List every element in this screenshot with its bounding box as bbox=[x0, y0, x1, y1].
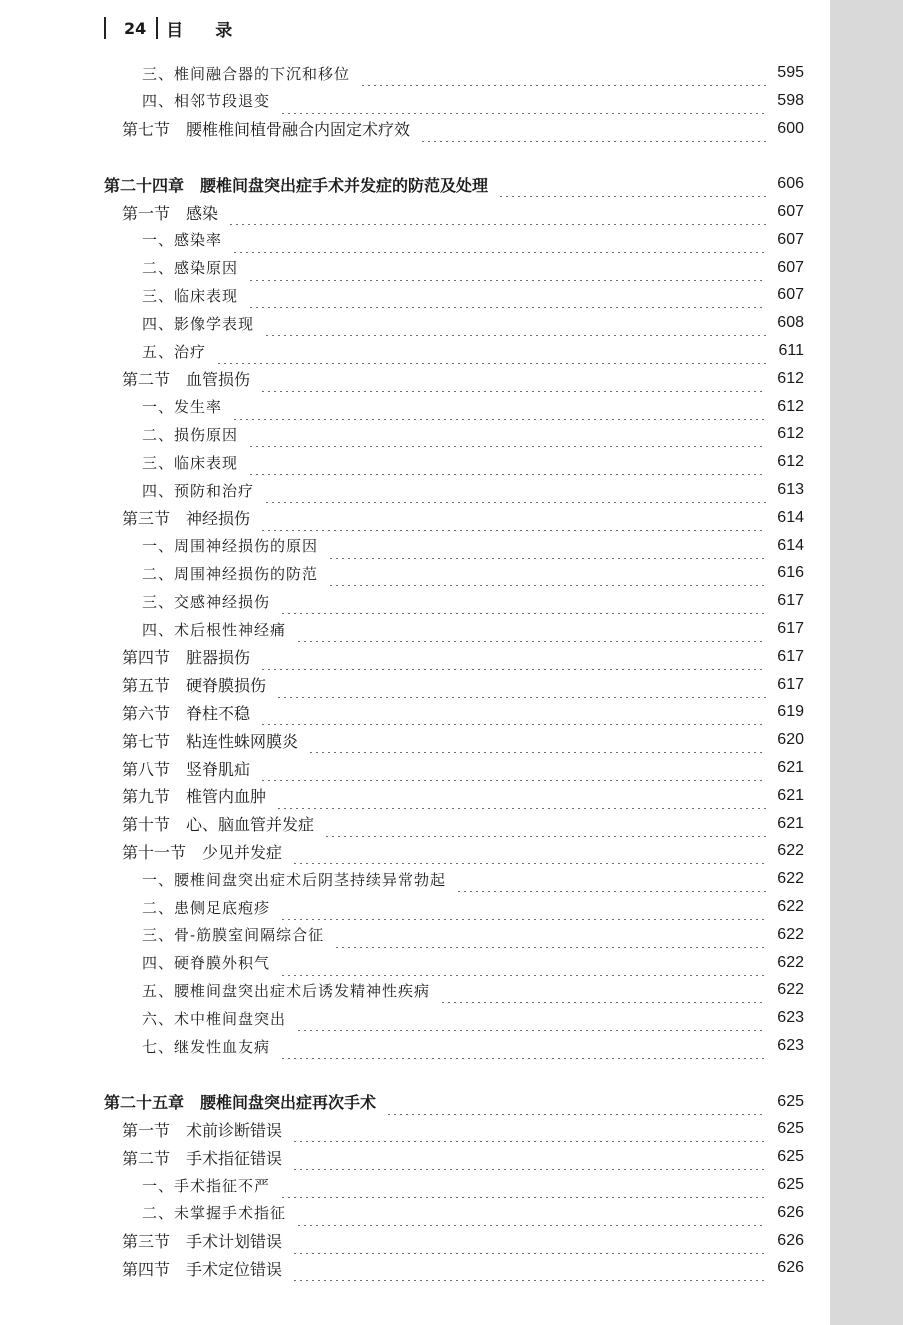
toc-entry-label: 四、影像学表现 bbox=[142, 314, 255, 333]
toc-subentry bbox=[142, 1005, 804, 1031]
dot-leader bbox=[260, 644, 766, 670]
toc-entry-page-number: 617 bbox=[777, 620, 804, 637]
dot-leader bbox=[276, 783, 766, 809]
toc-entry-page-number: 622 bbox=[777, 925, 804, 943]
toc-entry-label: 第二节 血管损伤 bbox=[122, 370, 251, 390]
toc-section-entry bbox=[122, 755, 804, 781]
dot-leader bbox=[292, 1255, 766, 1281]
dot-leader bbox=[386, 1089, 766, 1115]
toc-entry-page-number: 625 bbox=[777, 1148, 804, 1166]
toc-subentry bbox=[142, 588, 804, 614]
toc-subentry bbox=[142, 1200, 804, 1226]
toc-entry-page-number: 617 bbox=[777, 647, 804, 665]
toc-entry-label: 一、周围神经损伤的原因 bbox=[142, 537, 319, 556]
toc-section-entry bbox=[122, 644, 804, 670]
toc-section-entry bbox=[122, 199, 804, 225]
toc-entry-page-number: 607 bbox=[777, 230, 804, 248]
dot-leader bbox=[264, 310, 766, 336]
toc-entry-page-number: 611 bbox=[778, 342, 804, 359]
toc-subentry bbox=[142, 394, 804, 420]
toc-entry-page-number: 621 bbox=[777, 814, 804, 832]
toc-entry-page-number: 626 bbox=[777, 1231, 804, 1249]
toc-section-entry bbox=[122, 811, 804, 837]
toc-entry-label: 一、腰椎间盘突出症术后阴茎持续异常勃起 bbox=[142, 870, 447, 889]
toc-subentry bbox=[142, 60, 804, 86]
toc-entry-label: 第四节 手术定位错误 bbox=[122, 1259, 283, 1279]
toc-entry-label: 第二十四章 腰椎间盘突出症手术并发症的防范及处理 bbox=[104, 175, 489, 195]
toc-entry-page-number: 621 bbox=[777, 759, 804, 776]
toc-subentry bbox=[142, 922, 804, 948]
toc-entry-page-number: 625 bbox=[777, 1092, 804, 1110]
toc-subentry bbox=[142, 282, 804, 308]
toc-entry-label: 三、临床表现 bbox=[142, 286, 239, 305]
toc-entry-page-number: 623 bbox=[777, 1009, 804, 1027]
toc-subentry bbox=[142, 477, 804, 503]
toc-chapter-entry bbox=[104, 171, 804, 197]
toc-entry-label: 第三节 手术计划错误 bbox=[122, 1232, 283, 1252]
toc-entry-page-number: 607 bbox=[777, 286, 804, 304]
toc-subentry bbox=[142, 255, 804, 281]
toc-entry-label: 六、术中椎间盘突出 bbox=[142, 1009, 287, 1028]
toc-entry-page-number: 612 bbox=[777, 397, 804, 415]
header-divider bbox=[156, 17, 158, 39]
toc-entry-label: 二、感染原因 bbox=[142, 259, 239, 278]
dot-leader bbox=[280, 88, 766, 114]
toc-entry-label: 三、椎间融合器的下沉和移位 bbox=[142, 64, 351, 83]
dot-leader bbox=[260, 505, 766, 531]
toc-entry-label: 一、发生率 bbox=[142, 398, 223, 417]
toc-entry-label: 第七节 粘连性蛛网膜炎 bbox=[122, 731, 299, 751]
dot-leader bbox=[296, 616, 766, 642]
toc-entry-page-number: 612 bbox=[777, 369, 804, 387]
toc-entry-page-number: 600 bbox=[777, 119, 804, 137]
toc-entry-label: 三、临床表现 bbox=[142, 453, 239, 472]
toc-section-entry bbox=[122, 1144, 804, 1170]
toc-entry-label: 第六节 脊柱不稳 bbox=[122, 703, 251, 723]
toc-subentry bbox=[142, 1172, 804, 1198]
toc-entry-page-number: 622 bbox=[777, 898, 804, 915]
toc-entry-label: 第一节 感染 bbox=[122, 203, 219, 223]
dot-leader bbox=[232, 227, 766, 253]
toc-entry-page-number: 612 bbox=[777, 453, 804, 471]
toc-entry-page-number: 607 bbox=[777, 258, 804, 276]
toc-entry-page-number: 623 bbox=[777, 1037, 804, 1054]
toc-subentry bbox=[142, 533, 804, 559]
toc-subentry bbox=[142, 616, 804, 642]
header-divider bbox=[104, 17, 106, 39]
toc-entry-label: 四、硬脊膜外积气 bbox=[142, 954, 271, 973]
toc-entry-label: 第七节 腰椎椎间植骨融合内固定术疗效 bbox=[122, 120, 411, 140]
page-title: 目录 bbox=[166, 20, 265, 41]
toc-entry-label: 四、预防和治疗 bbox=[142, 481, 255, 500]
dot-leader bbox=[260, 366, 766, 392]
toc-entry-label: 第八节 竖脊肌疝 bbox=[122, 759, 251, 779]
dot-leader bbox=[280, 1033, 766, 1059]
toc-entry-label: 三、骨-筋膜室间隔综合征 bbox=[142, 926, 325, 945]
dot-leader bbox=[292, 1228, 766, 1254]
dot-leader bbox=[456, 866, 766, 892]
toc-entry-page-number: 625 bbox=[777, 1176, 804, 1193]
toc-entry-label: 第一节 术前诊断错误 bbox=[122, 1120, 283, 1140]
toc-section-entry bbox=[122, 727, 804, 753]
toc-entry-label: 第二十五章 腰椎间盘突出症再次手术 bbox=[104, 1093, 377, 1113]
toc-entry-label: 五、腰椎间盘突出症术后诱发精神性疾病 bbox=[142, 981, 431, 1000]
toc-subentry bbox=[142, 310, 804, 336]
toc-subentry bbox=[142, 1033, 804, 1059]
toc-entry-page-number: 607 bbox=[777, 203, 804, 220]
toc-subentry bbox=[142, 950, 804, 976]
toc-entry-page-number: 626 bbox=[777, 1259, 804, 1277]
toc-section-entry bbox=[122, 699, 804, 725]
dot-leader bbox=[360, 60, 766, 86]
dot-leader bbox=[248, 255, 766, 281]
toc-entry-page-number: 606 bbox=[777, 175, 804, 193]
toc-entry-page-number: 614 bbox=[777, 508, 804, 526]
toc-section-entry bbox=[122, 1228, 804, 1254]
toc-chapter-entry bbox=[104, 1089, 804, 1115]
toc-entry-label: 七、继发性血友病 bbox=[142, 1037, 271, 1056]
toc-entry-page-number: 622 bbox=[777, 870, 804, 888]
toc-entry-label: 第九节 椎管内血肿 bbox=[122, 787, 267, 807]
toc-entry-page-number: 619 bbox=[777, 703, 804, 721]
dot-leader bbox=[260, 699, 766, 725]
toc-entry-page-number: 621 bbox=[777, 786, 804, 804]
toc-section-entry bbox=[122, 366, 804, 392]
toc-entry-page-number: 608 bbox=[777, 314, 804, 332]
dot-leader bbox=[280, 1172, 766, 1198]
toc-entry-page-number: 617 bbox=[777, 675, 804, 693]
toc-subentry bbox=[142, 560, 804, 586]
dot-leader bbox=[228, 199, 766, 225]
toc-entry-label: 第二节 手术指征错误 bbox=[122, 1148, 283, 1168]
dot-leader bbox=[276, 672, 766, 698]
toc-entry-label: 一、感染率 bbox=[142, 231, 223, 250]
dot-leader bbox=[324, 811, 766, 837]
dot-leader bbox=[328, 533, 766, 559]
toc-subentry bbox=[142, 338, 804, 364]
toc-entry-page-number: 612 bbox=[777, 425, 804, 443]
dot-leader bbox=[264, 477, 766, 503]
dot-leader bbox=[328, 560, 766, 586]
page-number: 24 bbox=[124, 18, 147, 38]
toc-entry-label: 第十一节 少见并发症 bbox=[122, 842, 283, 862]
dot-leader bbox=[260, 755, 766, 781]
toc-entry-page-number: 613 bbox=[777, 481, 804, 498]
toc-entry-label: 二、周围神经损伤的防范 bbox=[142, 564, 319, 583]
toc-entry-label: 三、交感神经损伤 bbox=[142, 592, 271, 611]
toc-entry-label: 第五节 硬脊膜损伤 bbox=[122, 676, 267, 696]
toc-subentry bbox=[142, 894, 804, 920]
toc-entry-page-number: 620 bbox=[777, 731, 804, 749]
toc-section-entry bbox=[122, 1116, 804, 1142]
toc-entry-label: 第四节 脏器损伤 bbox=[122, 648, 251, 668]
toc-entry-label: 五、治疗 bbox=[142, 342, 207, 361]
toc-entry-label: 二、患侧足底疱疹 bbox=[142, 898, 271, 917]
toc-subentry bbox=[142, 866, 804, 892]
toc-entry-label: 第十节 心、脑血管并发症 bbox=[122, 815, 315, 835]
dot-leader bbox=[440, 977, 766, 1003]
dot-leader bbox=[296, 1200, 766, 1226]
toc-entry-page-number: 617 bbox=[777, 592, 804, 610]
toc-entry-page-number: 595 bbox=[777, 64, 804, 81]
toc-entry-page-number: 622 bbox=[777, 953, 804, 971]
toc-subentry bbox=[142, 421, 804, 447]
toc-entry-label: 二、损伤原因 bbox=[142, 425, 239, 444]
toc-section-entry bbox=[122, 838, 804, 864]
dot-leader bbox=[232, 394, 766, 420]
dot-leader bbox=[248, 282, 766, 308]
toc-entry-page-number: 614 bbox=[777, 536, 804, 554]
toc-entry-label: 二、未掌握手术指征 bbox=[142, 1204, 287, 1223]
dot-leader bbox=[292, 838, 766, 864]
dot-leader bbox=[280, 894, 766, 920]
toc-subentry bbox=[142, 227, 804, 253]
toc-subentry bbox=[142, 977, 804, 1003]
dot-leader bbox=[280, 950, 766, 976]
toc-entry-page-number: 616 bbox=[777, 564, 804, 582]
toc-entry-label: 一、手术指征不严 bbox=[142, 1176, 271, 1195]
dot-leader bbox=[420, 116, 766, 142]
toc-section-entry bbox=[122, 116, 804, 142]
dot-leader bbox=[292, 1116, 766, 1142]
dot-leader bbox=[216, 338, 766, 364]
toc-entry-page-number: 622 bbox=[777, 981, 804, 999]
page-header bbox=[104, 16, 264, 40]
toc-section-entry bbox=[122, 672, 804, 698]
toc-entry-page-number: 598 bbox=[777, 91, 804, 109]
toc-entry-page-number: 625 bbox=[777, 1120, 804, 1138]
toc-entry-label: 四、相邻节段退变 bbox=[142, 92, 271, 111]
dot-leader bbox=[280, 588, 766, 614]
toc-subentry bbox=[142, 88, 804, 114]
toc-section-entry bbox=[122, 1255, 804, 1281]
toc-subentry bbox=[142, 449, 804, 475]
dot-leader bbox=[308, 727, 766, 753]
toc-entry-label: 四、术后根性神经痛 bbox=[142, 620, 287, 639]
dot-leader bbox=[334, 922, 766, 948]
toc-section-entry bbox=[122, 783, 804, 809]
dot-leader bbox=[296, 1005, 766, 1031]
toc-section-entry bbox=[122, 505, 804, 531]
toc-entry-label: 第三节 神经损伤 bbox=[122, 509, 251, 529]
dot-leader bbox=[248, 421, 766, 447]
dot-leader bbox=[498, 171, 766, 197]
toc-entry-page-number: 622 bbox=[777, 842, 804, 860]
dot-leader bbox=[292, 1144, 766, 1170]
dot-leader bbox=[248, 449, 766, 475]
toc-entry-page-number: 626 bbox=[777, 1203, 804, 1221]
